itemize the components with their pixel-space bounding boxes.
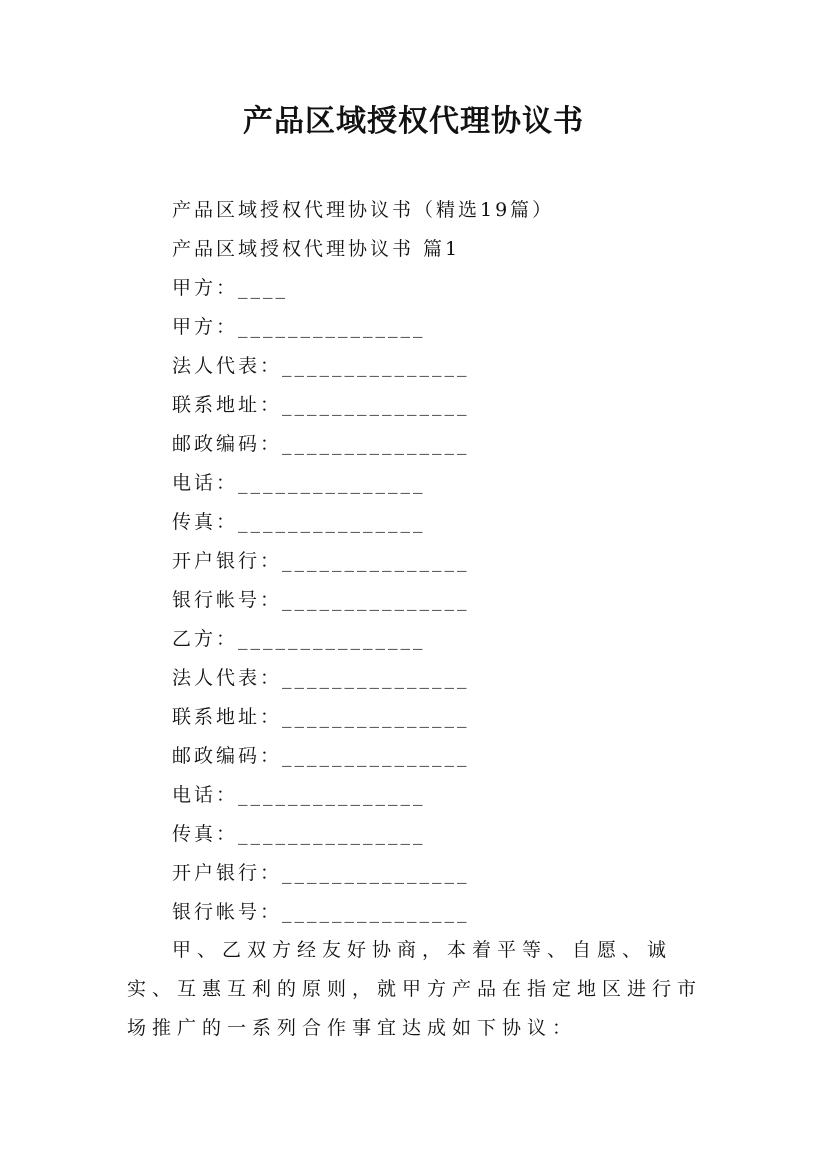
party-a-phone-field: 电话：_______________ [172, 472, 426, 494]
document-title: 产品区域授权代理协议书 [243, 104, 584, 139]
document-subtitle: 产品区域授权代理协议书（精选19篇） [172, 199, 555, 221]
party-b-field: 乙方：_______________ [172, 628, 426, 650]
party-b-fax-field: 传真：_______________ [172, 823, 426, 845]
party-b-address-field: 联系地址：_______________ [172, 706, 470, 728]
party-b-phone-field: 电话：_______________ [172, 784, 426, 806]
party-a-legal-rep-field: 法人代表：_______________ [172, 355, 470, 377]
party-a-account-field: 银行帐号：_______________ [172, 589, 470, 611]
party-a-postcode-field: 邮政编码：_______________ [172, 433, 470, 455]
party-b-postcode-field: 邮政编码：_______________ [172, 745, 470, 767]
party-b-bank-field: 开户银行：_______________ [172, 862, 470, 884]
party-a-bank-field: 开户银行：_______________ [172, 550, 470, 572]
party-a-name-field: 甲方：_______________ [172, 316, 426, 338]
party-a-address-field: 联系地址：_______________ [172, 394, 470, 416]
party-a-fax-field: 传真：_______________ [172, 511, 426, 533]
section-heading: 产品区域授权代理协议书 篇1 [172, 238, 461, 260]
party-b-legal-rep-field: 法人代表：_______________ [172, 667, 470, 689]
party-a-field: 甲方：____ [172, 277, 289, 299]
agreement-intro-paragraph: 甲、乙双方经友好协商，本着平等、自愿、诚实、互惠互利的原则，就甲方产品在指定地区进行市场推广的一系列合作事宜达成如下协议： [127, 939, 703, 1039]
party-b-account-field: 银行帐号：_______________ [172, 901, 470, 923]
